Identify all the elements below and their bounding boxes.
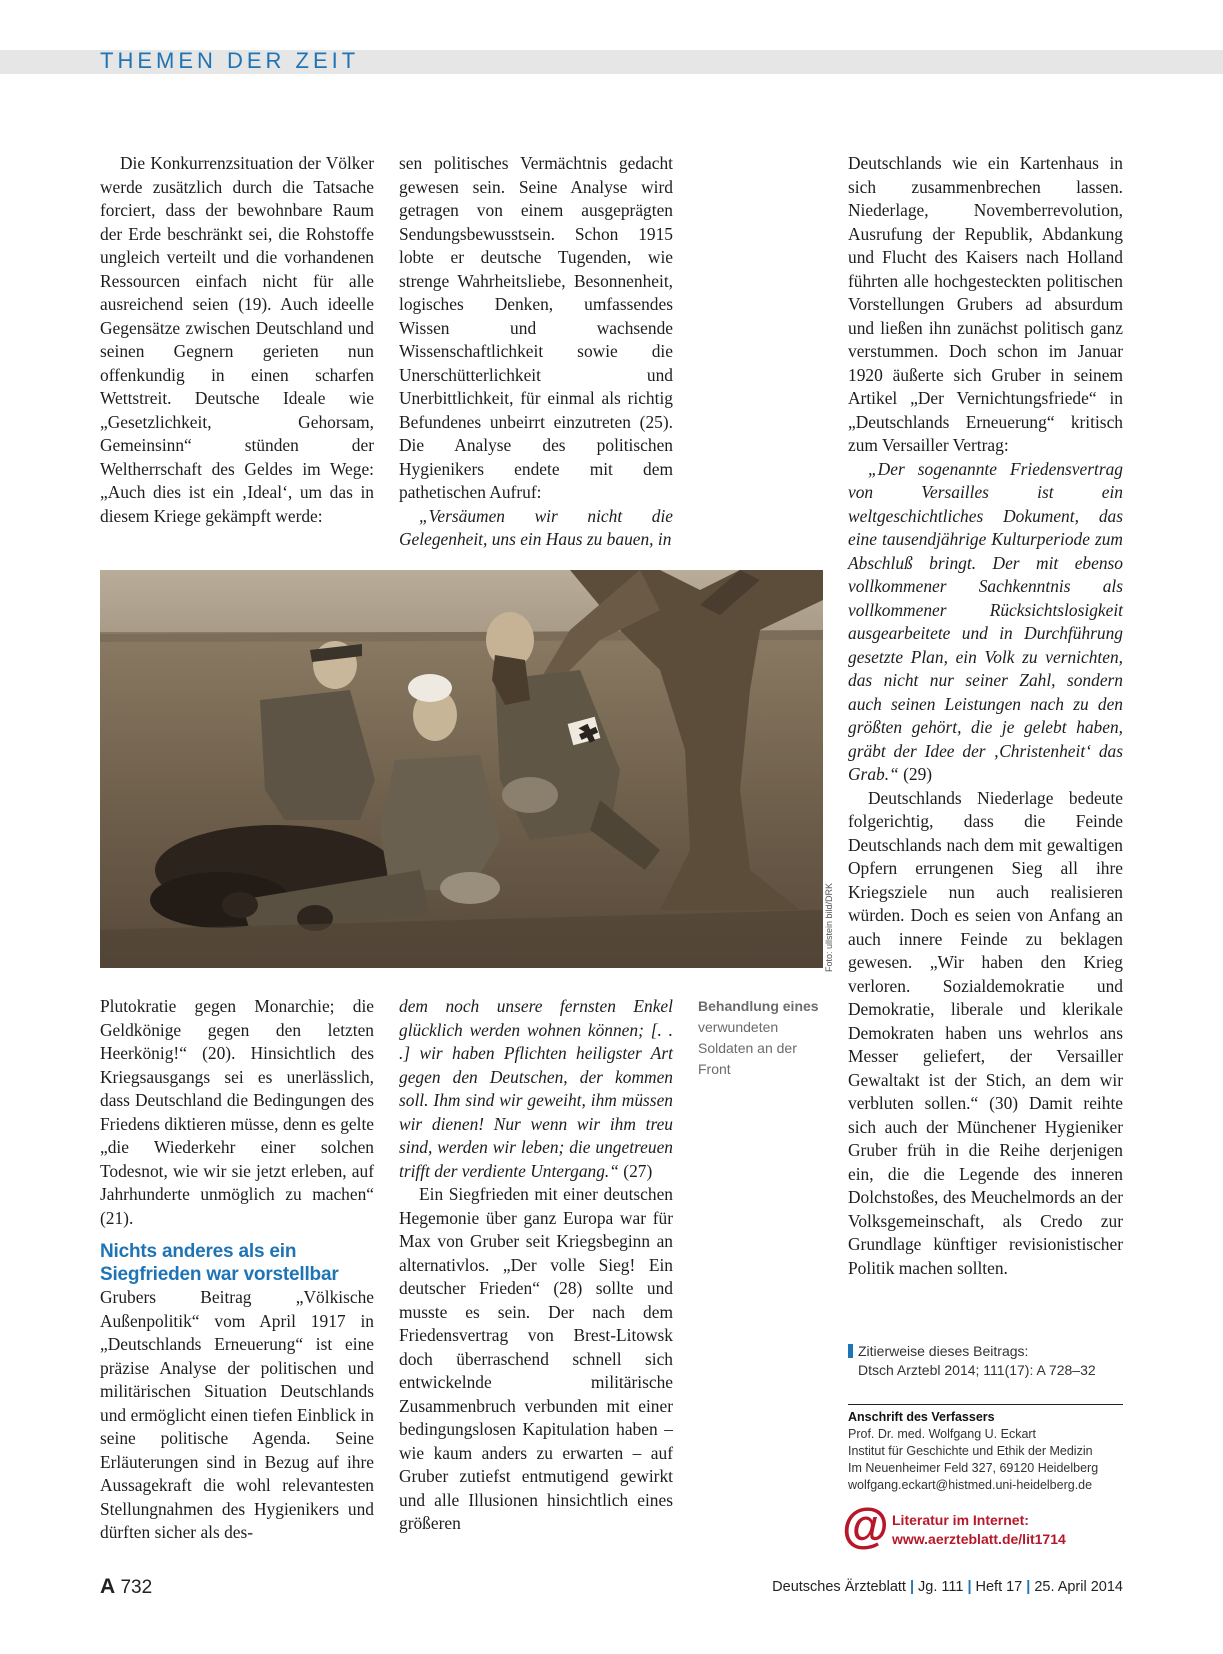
page-number: A 732: [100, 1575, 153, 1598]
paragraph: Plutokratie gegen Monarchie; die Geldkönige gegen den letzten Heerkönig!“ (20). Hinsichtlich des Kriegsausgangs sei es unerlässlich, dass Deutschland die Bedingungen des Friedens diktieren müsse, denn es gelte „die Wiederkehr einer solchen Todesnot, wie wir sie jetzt erleben, auf Jahrhunderte unmöglich zu machen“ (21).: [100, 996, 374, 1228]
citation-box: [848, 1342, 1123, 1380]
author-email[interactable]: wolfgang.eckart@histmed.uni-heidelberg.de: [848, 1478, 1093, 1492]
citation-marker-icon: [848, 1344, 853, 1358]
literature-link[interactable]: www.aerzteblatt.de/lit1714: [892, 1531, 1066, 1547]
quote-paragraph: [848, 458, 1123, 787]
literature-box: [842, 1500, 1122, 1558]
quote-paragraph: [399, 995, 673, 1183]
separator: |: [967, 1579, 972, 1595]
subheading: Nichts anderes als ein Siegfrieden war vorstellbar: [100, 1241, 339, 1285]
column-2-bottom: [399, 995, 673, 1536]
address-heading: Anschrift des Verfassers: [848, 1410, 995, 1424]
paragraph: Deutschlands wie ein Kartenhaus in sich zusammenbrechen lassen. Niederlage, Novemberrevolution, Ausrufung der Republik, Abdankung und Flucht des Kaisers nach Holland führten alle hochgesteckten politischen Vorstellungen Grubers ad absurdum und ließen ihn zunächst politisch ganz verstummen. Doch schon im Januar 1920 äußerte sich Gruber in seinem Artikel „Der Vernichtungsfriede“ in „Deutschlands Erneuerung“ kritisch zum Versailler Vertrag:: [848, 153, 1123, 455]
paragraph: Deutschlands Niederlage bedeute folgerichtig, dass die Feinde Deutschlands nach dem mit gewaltigen Opfern errungenen Sieg all ihre Kriegsziele nun auch realisieren würden. Doch es seien von Anfang an auch innere Feinde zu beklagen gewesen. „Wir haben den Krieg verloren. Sozialdemokratie und Demokratie, liberale und klerikale Demokraten haben uns wehrlos ans Messer geliefert, der Versailler Gewaltakt ist der Stich, an dem wir verbluten sollen.“ (30) Damit reihte sich auch der Münchener Hygieniker Gruber früh in die Reihe derjenigen ein, die die Legende des inneren Dolchstoßes, des Meuchelmords an der Volksgemeinschaft, als Credo zur Grundlage künftiger revisionistischer Politik machen sollten.: [848, 787, 1123, 1278]
paragraph: Grubers Beitrag „Völkische Außenpolitik“ vom April 1917 in „Deutschlands Erneuerung“ ist eine präzise Analyse der politischen und militärischen Situation Deutschlands und ermöglicht einen tiefen Einblick in seine politische Agenda. Seine Erläuterungen sind in Bezug auf ihre Aussagekraft die wohl relevantesten Stellungnahmen des Hygienikers und dürften sicher als des-: [100, 1287, 374, 1542]
separator: |: [909, 1579, 915, 1595]
journal-name: Deutsches Ärzteblatt: [772, 1579, 906, 1595]
caption-text: verwundeten Soldaten an der Front: [698, 1019, 797, 1077]
quote: dem noch unsere fernsten Enkel glücklich werden wohnen können; [. . .] wir haben Pflichten heiligster Art gegen den Deutschen, der kommen soll. Ihm sind wir geweiht, ihm müssen wir dienen! Nur wenn wir ihm treu sind, werden wir leben; die ungetreuen trifft der verdiente Untergang.“: [399, 996, 673, 1181]
photo-credit: Foto: ullstein bild/DRK: [824, 882, 834, 972]
journal-volume: Jg. 111: [918, 1579, 964, 1595]
column-3: [848, 152, 1123, 1280]
separator: |: [1026, 1579, 1031, 1595]
paragraph: Die Konkurrenzsituation der Völker werde zusätzlich durch die Tatsache forciert, dass der bewohnbare Raum der Erde beschränkt sei, die Rohstoffe ungleich verteilt und die vorhandenen Ressourcen einfach nicht für alle ausreichend seien (19). Auch ideelle Gegensätze zwischen Deutschland und seinen Gegnern gerieten nun offenkundig in einen scharfen Wettstreit. Deutsche Ideale wie „Gesetzlichkeit, Gehorsam, Gemeinsinn“ stünden der Weltherrschaft des Geldes im Wege: „Auch dies ist ein ‚Ideal‘, um das in diesem Kriege gekämpft werde:: [100, 153, 374, 526]
journal-issue: Heft 17: [975, 1579, 1023, 1595]
caption-bold: Behandlung eines: [698, 998, 819, 1014]
section-title: THEMEN DER ZEIT: [100, 48, 360, 73]
at-sign-icon: @: [842, 1500, 889, 1553]
photo-field-medics: [100, 570, 823, 968]
citation-label: Zitierweise dieses Beitrags:: [858, 1343, 1029, 1359]
column-2-top: [399, 152, 673, 552]
photo-illustration: [100, 570, 823, 968]
journal-footer: [772, 1579, 1123, 1595]
quote-reference: (29): [898, 764, 933, 784]
quote: „Der sogenannte Friedensvertrag von Versailles ist ein weltgeschichtliches Dokument, das eine tausendjährige Kulturperiode zum Abschluß bringt. Der mit ebenso vollkommener Sachkenntnis als vollkommener Rücksichtslosigkeit ausgearbeitete und in Durchführung gesetzte Plan, ein Volk zu vernichten, das nicht nur seiner Zahl, sondern auch seinen Leistungen nach zu den größten gehört, die je gelebt haben, gräbt der Idee der ‚Christenheit‘ das Grab.“: [848, 458, 1123, 784]
author-street: Im Neuenheimer Feld 327, 69120 Heidelberg: [848, 1461, 1099, 1475]
quote-reference: (27): [618, 1160, 653, 1181]
author-name: Prof. Dr. med. Wolfgang U. Eckart: [848, 1427, 1037, 1441]
journal-date: 25. April 2014: [1034, 1579, 1123, 1595]
paragraph: sen politisches Vermächtnis gedacht gewesen sein. Seine Analyse wird getragen von einem ausgeprägten Sendungsbewusstsein. Schon 1915 lobte er deutsche Tugenden, wie strenge Wahrheitsliebe, Besonnenheit, logisches Denken, umfassendes Wissen und wachsende Wissenschaftlichkeit sowie die Unerschütterlichkeit und Unerbittlichkeit, für einmal als richtig Befundenes unbeirrt einzutreten (25). Die Analyse des politischen Hygienikers endete mit dem pathetischen Aufruf:: [399, 153, 673, 502]
literature-label: Literatur im Internet:: [892, 1512, 1029, 1528]
photo-caption: [698, 996, 833, 1080]
quote: „Versäumen wir nicht die Gelegenheit, uns ein Haus zu bauen, in: [399, 505, 673, 549]
paragraph: Ein Siegfrieden mit einer deutschen Hegemonie über ganz Europa war für Max von Gruber seit Kriegsbeginn an alternativlos. „Der volle Sieg! Ein deutscher Frieden“ (28) sollte und musste es sein. Der nach dem Friedensvertrag von Brest-Litowsk doch überraschend schnell sich entwickelnde militärische Zusammenbruch verbunden mit einer bedingungslosen Kapitulation haben – wie kaum anders zu erwarten – auf Gruber zutiefst entmutigend gewirkt und alle Illusionen hinsichtlich eines größeren: [399, 1184, 673, 1533]
citation-reference: Dtsch Arztebl 2014; 111(17): A 728–32: [858, 1362, 1096, 1378]
column-1-bottom: [100, 995, 374, 1545]
column-1-top: [100, 152, 374, 528]
author-institute: Institut für Geschichte und Ethik der Medizin: [848, 1444, 1093, 1458]
author-address: [848, 1404, 1123, 1494]
